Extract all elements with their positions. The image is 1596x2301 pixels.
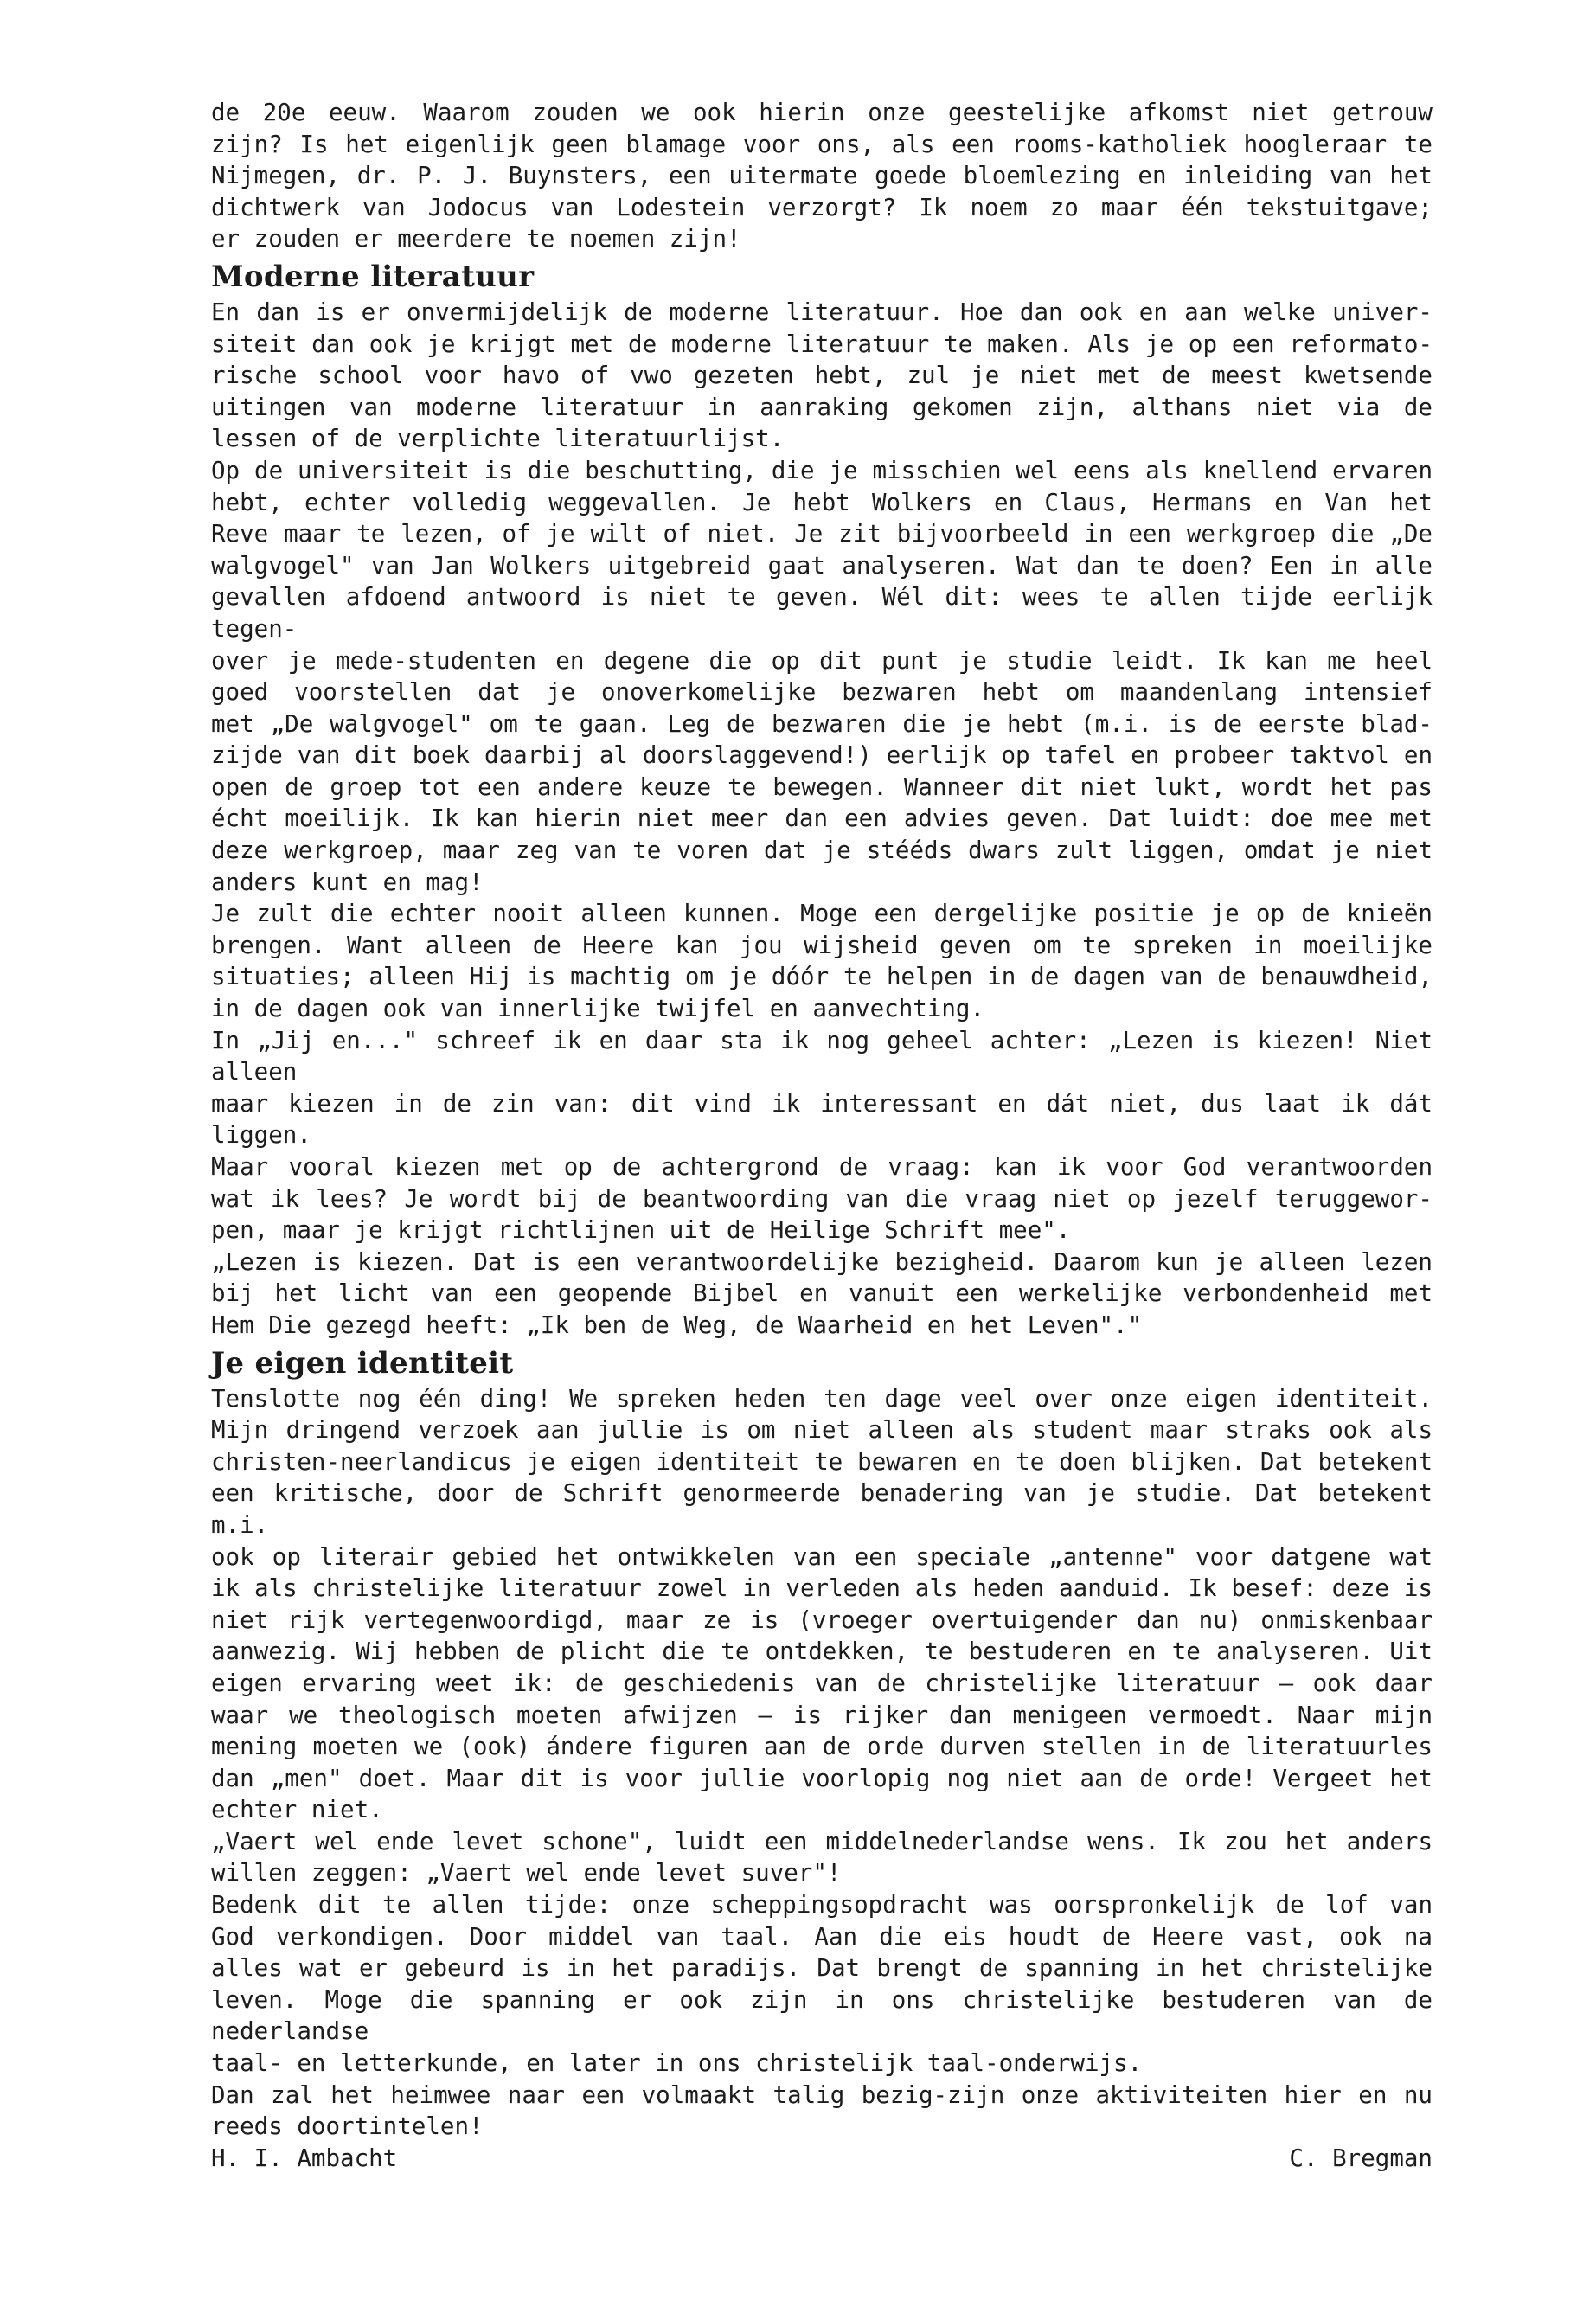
paragraph xyxy=(211,1247,1433,1342)
text-line: waar we theologisch moeten afwijzen — is rijker dan menigeen vermoedt. Naar mijn xyxy=(211,1701,1433,1729)
text-line: willen zeggen: „Vaert wel ende levet suver"! xyxy=(211,1859,842,1888)
text-line: gevallen afdoend antwoord is niet te geven. Wél dit: wees te allen tijde eerlijk tegen- xyxy=(211,583,1433,643)
text-line: siteit dan ook je krijgt met de moderne literatuur te maken. Als je op een reformato- xyxy=(211,330,1433,358)
section-heading-je-eigen-identiteit: Je eigen identiteit xyxy=(211,1345,514,1381)
paragraph xyxy=(211,898,1433,1024)
paragraph xyxy=(211,1025,1433,1247)
text-line: „Lezen is kiezen. Dat is een verantwoordelijke bezigheid. Daarom kun je alleen lezen xyxy=(211,1247,1433,1276)
text-line: Mijn dringend verzoek aan jullie is om niet alleen als student maar straks ook als xyxy=(211,1416,1433,1445)
text-line: eigen ervaring weet ik: de geschiedenis van de christelijke literatuur — ook daar xyxy=(211,1669,1433,1697)
text-line: In „Jij en..." schreef ik en daar sta ik nog geheel achter: „Lezen is kiezen! Niet alleen xyxy=(211,1026,1433,1086)
signature-left: H. I. Ambacht xyxy=(211,2144,398,2172)
text-line: uitingen van moderne literatuur in aanraking gekomen zijn, althans niet via de xyxy=(211,393,1433,421)
text-line: lessen of de verplichte literatuurlijst. xyxy=(211,425,785,453)
text-line: Reve maar te lezen, of je wilt of niet. Je zit bijvoorbeeld in een werkgroep die „De xyxy=(211,520,1433,548)
text-line: walgvogel" van Jan Wolkers uitgebreid gaat analyseren. Wat dan te doen? Een in alle xyxy=(211,551,1433,580)
text-line: bij het licht van een geopende Bijbel en vanuit een werkelijke verbondenheid met xyxy=(211,1279,1433,1308)
text-line: Je zult die echter nooit alleen kunnen. Moge een dergelijke positie je op de knieën xyxy=(211,900,1433,928)
section-heading-moderne-literatuur: Moderne literatuur xyxy=(211,259,535,294)
document-page xyxy=(211,97,1433,2174)
paragraph xyxy=(211,1383,1433,1826)
signature-right: C. Bregman xyxy=(1289,2144,1433,2172)
text-line: hebt, echter volledig weggevallen. Je hebt Wolkers en Claus, Hermans en Van het xyxy=(211,488,1433,516)
paragraph xyxy=(211,2080,1433,2143)
text-line: open de groep tot een andere keuze te bewegen. Wanneer dit niet lukt, wordt het pas xyxy=(211,772,1433,801)
paragraph xyxy=(211,1889,1433,2080)
paragraph xyxy=(211,1826,1433,1889)
text-line: Maar vooral kiezen met op de achtergrond de vraag: kan ik voor God verantwoorden xyxy=(211,1153,1433,1181)
text-line: goed voorstellen dat je onoverkomelijke bezwaren hebt om maandenlang intensief xyxy=(211,678,1433,707)
text-line: Op de universiteit is die beschutting, die je misschien wel eens als knellend ervaren xyxy=(211,456,1433,484)
text-line: Bedenk dit te allen tijde: onze scheppingsopdracht was oorspronkelijk de lof van xyxy=(211,1891,1433,1920)
text-line: een kritische, door de Schrift genormeerde benadering van je studie. Dat betekent m.i. xyxy=(211,1479,1433,1539)
text-line: God verkondigen. Door middel van taal. Aan die eis houdt de Heere vast, ook na xyxy=(211,1922,1433,1951)
text-line: de 20e eeuw. Waarom zouden we ook hierin onze geestelijke afkomst niet getrouw xyxy=(211,99,1433,126)
text-line: over je mede-studenten en degene die op dit punt je studie leidt. Ik kan me heel xyxy=(211,646,1433,675)
text-line: Dan zal het heimwee naar een volmaakt talig bezig-zijn onze aktiviteiten hier en nu xyxy=(211,2080,1433,2109)
text-line: anders kunt en mag! xyxy=(211,868,484,896)
text-line: maar kiezen in de zin van: dit vind ik interessant en dát niet, dus laat ik dát liggen. xyxy=(211,1089,1433,1150)
text-line: er zouden er meerdere te noemen zijn! xyxy=(211,225,741,253)
text-line: wat ik lees? Je wordt bij de beantwoording van die vraag niet op jezelf teruggewor- xyxy=(211,1184,1433,1213)
text-line: situaties; alleen Hij is machtig om je dóór te helpen in de dagen van de benauwdheid, xyxy=(211,963,1433,991)
text-line: ook op literair gebied het ontwikkelen van een speciale „antenne" voor datgene wat xyxy=(211,1542,1433,1571)
text-line: rische school voor havo of vwo gezeten hebt, zul je niet met de meest kwetsende xyxy=(211,362,1433,390)
text-line: dichtwerk van Jodocus van Lodestein verzorgt? Ik noem zo maar één tekstuitgave; xyxy=(211,193,1433,221)
text-line: Hem Die gezegd heeft: „Ik ben de Weg, de Waarheid en het Leven"." xyxy=(211,1311,1143,1339)
text-line: deze werkgroep, maar zeg van te voren dat je stééds dwars zult liggen, omdat je niet xyxy=(211,836,1433,865)
text-line: aanwezig. Wij hebben de plicht die te ontdekken, te bestuderen en te analyseren. Uit xyxy=(211,1638,1433,1666)
paragraph xyxy=(211,455,1433,898)
paragraph xyxy=(211,297,1433,455)
text-line: leven. Moge die spanning er ook zijn in ons christelijke bestuderen van de nederlandse xyxy=(211,1985,1433,2046)
text-line: zijde van dit boek daarbij al doorslaggevend!) eerlijk op tafel en probeer taktvol en xyxy=(211,741,1433,770)
text-line: christen-neerlandicus je eigen identiteit te bewaren en te doen blijken. Dat betekent xyxy=(211,1447,1433,1476)
text-line: „Vaert wel ende levet schone", luidt een middelnederlandse wens. Ik zou het anders xyxy=(211,1827,1433,1856)
text-line: in de dagen ook van innerlijke twijfel en aanvechting. xyxy=(211,995,985,1023)
text-line: brengen. Want alleen de Heere kan jou wijsheid geven om te spreken in moeilijke xyxy=(211,931,1433,959)
text-line: ik als christelijke literatuur zowel in verleden als heden aanduid. Ik besef: deze is xyxy=(211,1574,1433,1603)
intro-paragraph xyxy=(211,97,1433,255)
text-line: met „De walgvogel" om te gaan. Leg de bezwaren die je hebt (m.i. is de eerste blad- xyxy=(211,709,1433,738)
text-line: alles wat er gebeurd is in het paradijs. Dat brengt de spanning in het christelijke xyxy=(211,1954,1433,1983)
text-line: pen, maar je krijgt richtlijnen uit de Heilige Schrift mee". xyxy=(211,1216,1071,1245)
text-line: zijn? Is het eigenlijk geen blamage voor ons, als een rooms-katholiek hoogleraar te xyxy=(211,130,1433,158)
text-line: mening moeten we (ook) ándere figuren aan de orde durven stellen in de literatuurles xyxy=(211,1733,1433,1761)
text-line: niet rijk vertegenwoordigd, maar ze is (vroeger overtuigender dan nu) onmiskenbaar xyxy=(211,1606,1433,1634)
text-line: En dan is er onvermijdelijk de moderne literatuur. Hoe dan ook en aan welke univer- xyxy=(211,298,1433,326)
text-line: reeds doortintelen! xyxy=(211,2112,484,2141)
text-line: echter niet. xyxy=(211,1796,383,1824)
text-line: Tenslotte nog één ding! We spreken heden ten dage veel over onze eigen identiteit. xyxy=(211,1384,1433,1413)
text-line: dan „men" doet. Maar dit is voor jullie voorlopig nog niet aan de orde! Vergeet het xyxy=(211,1764,1433,1792)
text-line: écht moeilijk. Ik kan hierin niet meer dan een advies geven. Dat luidt: doe mee met xyxy=(211,804,1433,833)
text-line: taal- en letterkunde, en later in ons christelijk taal-onderwijs. xyxy=(211,2049,1143,2078)
signature-line xyxy=(211,2143,1433,2175)
text-line: Nijmegen, dr. P. J. Buynsters, een uitermate goede bloemlezing en inleiding van het xyxy=(211,162,1433,190)
